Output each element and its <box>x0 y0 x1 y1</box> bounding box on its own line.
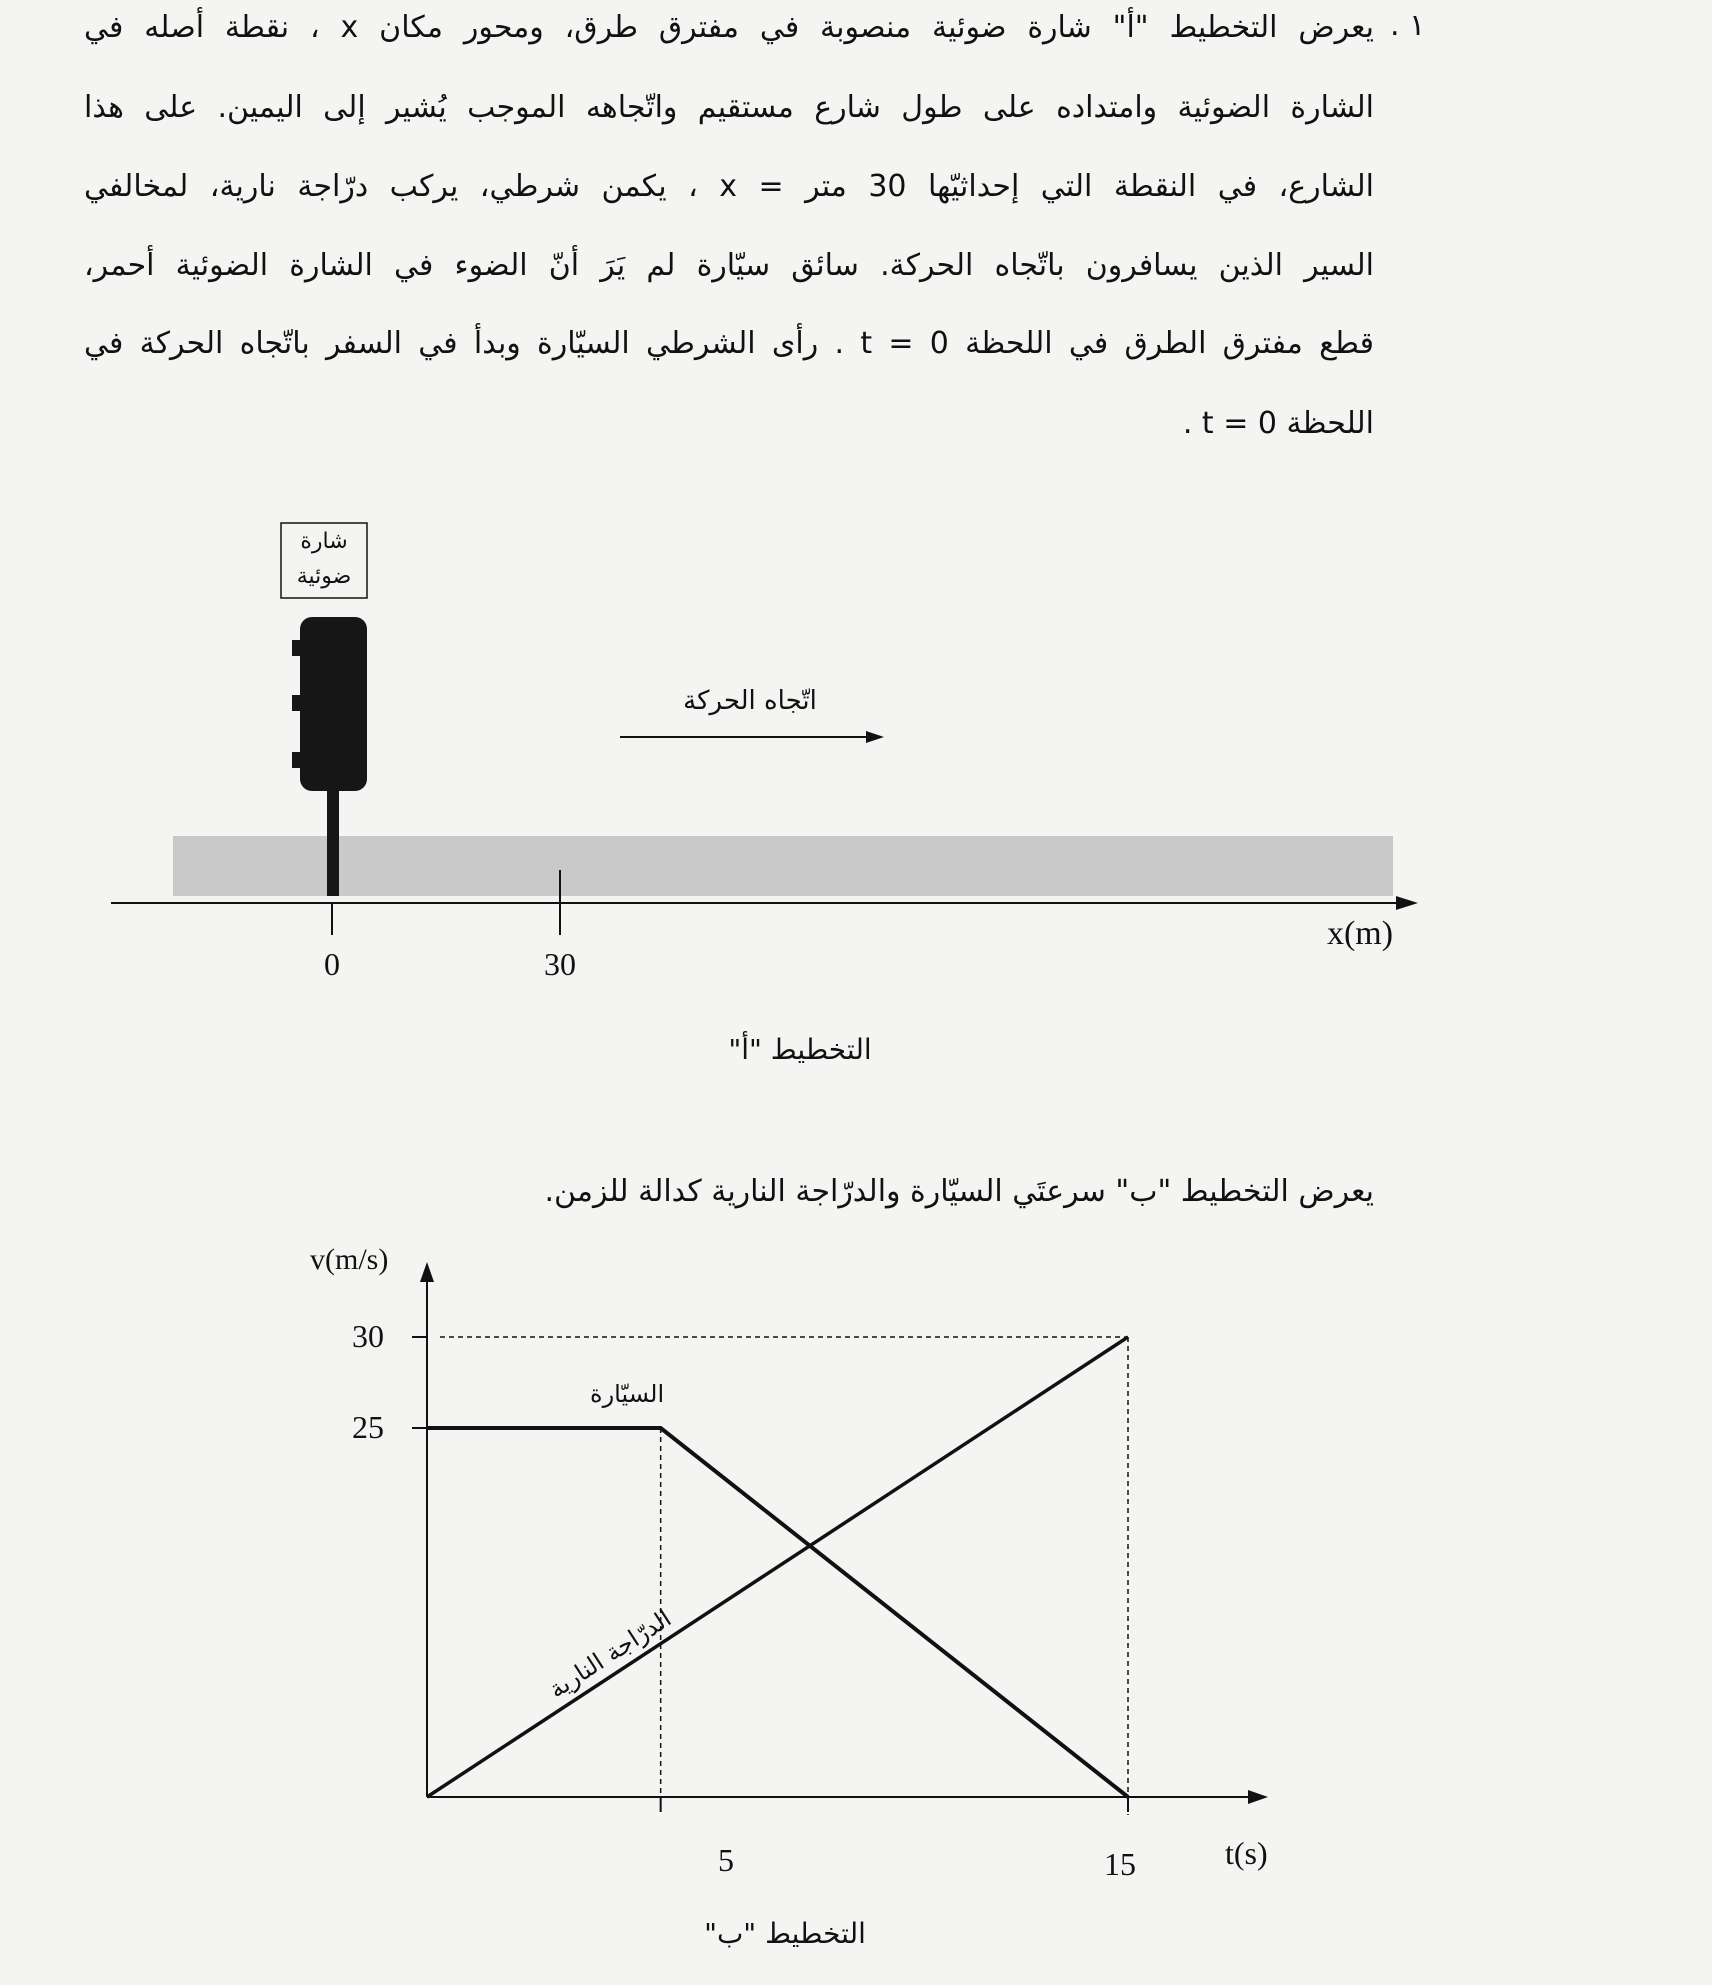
x-axis-label: x(m) <box>1326 915 1394 952</box>
caption-a: التخطيط "أ" <box>728 1033 872 1066</box>
direction-label: اتّجاه الحركة <box>683 686 817 716</box>
caption-b: التخطيط "ب" <box>704 1917 866 1950</box>
t-tick-label-15: 15 <box>1104 1846 1136 1882</box>
motorcycle-velocity-line <box>427 1337 1128 1797</box>
sign-label-line-2: ضوئية <box>296 564 352 589</box>
t-axis-label: t(s) <box>1225 1835 1268 1871</box>
y-axis-arrow-icon <box>420 1262 434 1282</box>
text-line-5: قطع مفترق الطرق في اللحظة t = 0 . رأى الشرطي السيّارة وبدأ في السفر باتّجاه الحركة في <box>84 326 1375 361</box>
tick-label-0: 0 <box>324 946 340 982</box>
text-line-6: اللحظة t = 0 . <box>1182 406 1374 441</box>
y-tick-label-25: 25 <box>352 1409 384 1445</box>
car-velocity-line <box>427 1428 1128 1797</box>
t-axis-arrow-icon <box>1248 1790 1268 1804</box>
text-line-1: يعرض التخطيط "أ" شارة ضوئية منصوبة في مفترق طرق، ومحور مكان x ، نقطة أصله في <box>84 10 1374 45</box>
text-line-4: السير الذين يسافرون باتّجاه الحركة. سائق سيّارة لم يَرَ أنّ الضوء في الشارة الضوئية أحمر، <box>84 248 1374 283</box>
text-line-2: الشارة الضوئية وامتداده على طول شارع مستقيم واتّجاهه الموجب يُشير إلى اليمين. على هذا <box>84 90 1374 125</box>
t-tick-label-5: 5 <box>718 1842 734 1878</box>
y-tick-label-30: 30 <box>352 1318 384 1354</box>
tick-label-30: 30 <box>544 946 576 982</box>
y-axis-label: v(m/s) <box>310 1243 389 1276</box>
car-series-label: السيّارة <box>590 1380 665 1408</box>
paragraph-2: يعرض التخطيط "ب" سرعتَي السيّارة والدرّاجة النارية كدالة للزمن. <box>544 1174 1374 1209</box>
problem-number: ١ . <box>1390 8 1426 43</box>
motorcycle-series-label: الدرّاجة النارية <box>543 1604 677 1704</box>
text-line-3: الشارع، في النقطة التي إحداثيّها 30 متر = x ، يكمن شرطي، يركب درّاجة نارية، لمخالفي <box>84 169 1374 204</box>
sign-label-line-1: شارة <box>300 529 348 554</box>
